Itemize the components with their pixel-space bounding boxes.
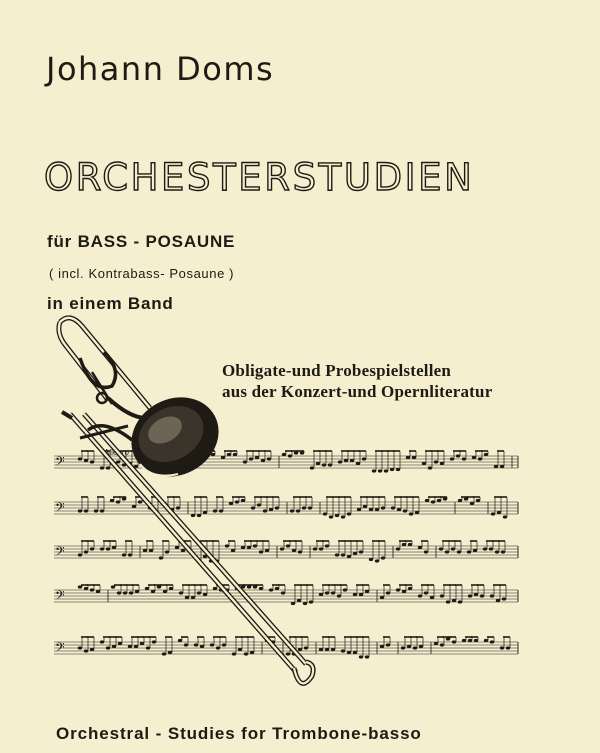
footer-title: Orchestral - Studies for Trombone-basso xyxy=(56,724,422,743)
description-line-2: aus der Konzert-und Opernliteratur xyxy=(222,382,493,401)
instrument-note: ( incl. Kontrabass- Posaune ) xyxy=(49,266,235,281)
bass-clef: 𝄢 xyxy=(55,454,65,472)
music-staff xyxy=(54,585,518,606)
instrument-subtitle: für BASS - POSAUNE xyxy=(47,232,236,251)
bass-clef: 𝄢 xyxy=(55,640,65,658)
author-name: Johann Doms xyxy=(46,50,275,88)
trombone-illustration xyxy=(59,318,313,684)
bass-clef: 𝄢 xyxy=(55,588,65,606)
volume-note: in einem Band xyxy=(47,294,174,313)
music-staves xyxy=(54,451,518,659)
bass-clef: 𝄢 xyxy=(55,544,65,562)
book-title: ORCHESTERSTUDIEN xyxy=(44,156,475,199)
bass-clef: 𝄢 xyxy=(55,500,65,518)
music-staff xyxy=(54,541,518,563)
tempo-marking: Allegro xyxy=(104,448,129,457)
music-staff xyxy=(54,497,518,519)
description-line-1: Obligate-und Probespielstellen xyxy=(222,361,452,380)
trombone-bell xyxy=(117,382,232,491)
